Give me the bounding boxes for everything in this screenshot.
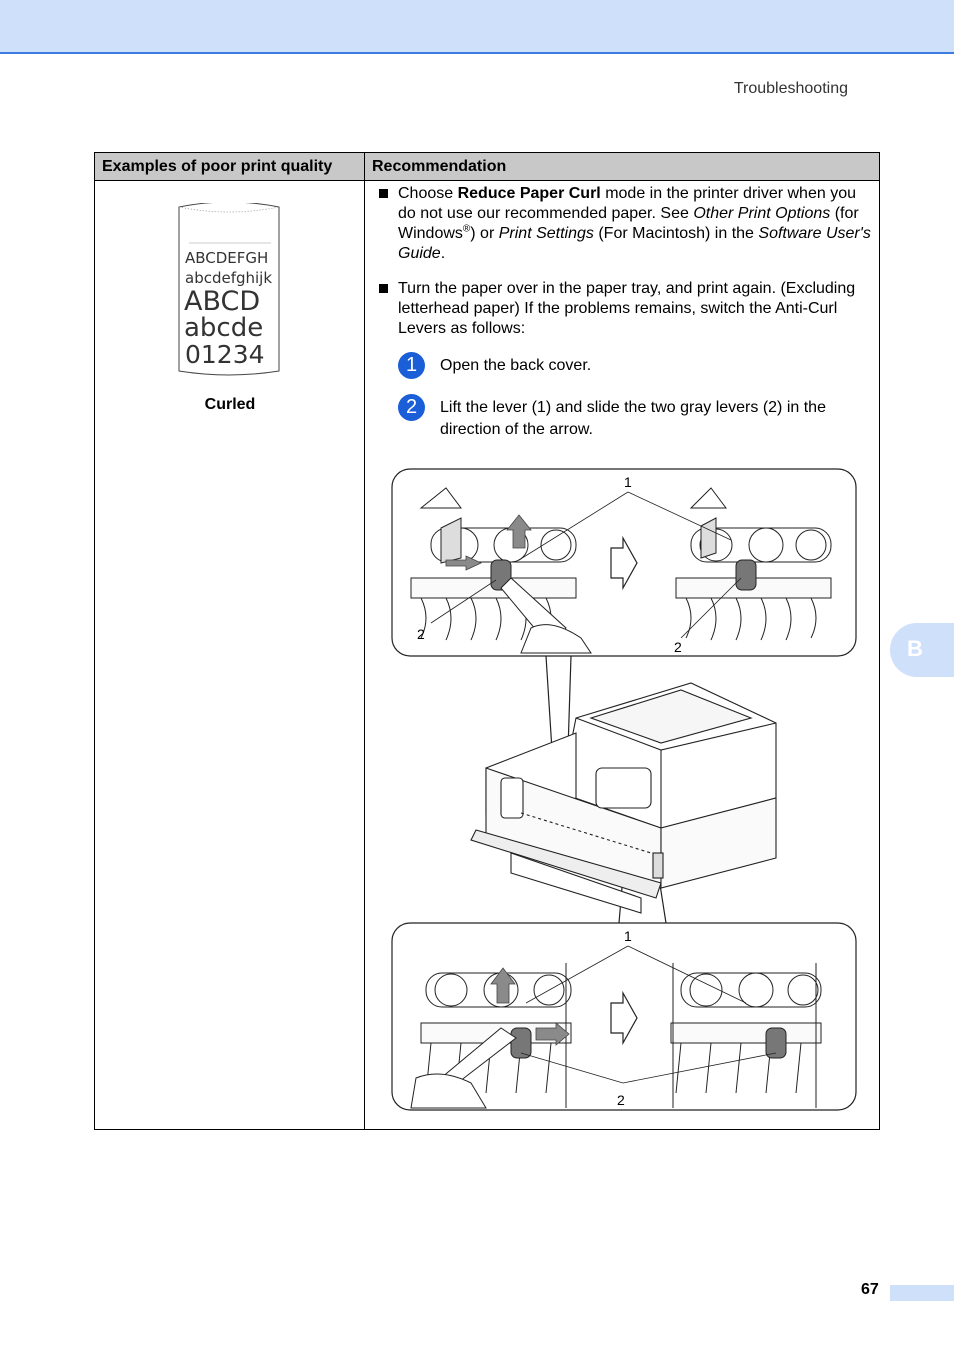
registered-mark: ® bbox=[462, 223, 471, 235]
bullet-text bbox=[398, 184, 873, 264]
column-header-recommendation: Recommendation bbox=[365, 153, 879, 181]
printer-rear-view bbox=[471, 683, 776, 913]
example-caption: Curled bbox=[204, 396, 256, 413]
recommendation-bullet-2 bbox=[379, 279, 873, 341]
sample-line-3: ABCD bbox=[184, 286, 261, 317]
setting-name: Reduce Paper Curl bbox=[457, 185, 601, 202]
sample-line-2: abcdefghijk bbox=[185, 269, 273, 287]
text-run: . bbox=[440, 245, 446, 262]
print-quality-table bbox=[94, 152, 880, 1130]
text-run: (For Macintosh) in the bbox=[593, 225, 759, 242]
anti-curl-lever-illustration bbox=[391, 468, 857, 1113]
text-run: ) or bbox=[470, 225, 499, 242]
column-header-examples: Examples of poor print quality bbox=[95, 153, 365, 181]
step-number-badge: 1 bbox=[398, 352, 425, 379]
column-divider bbox=[364, 181, 365, 1129]
guide-reference: Other Print Options bbox=[693, 205, 831, 222]
top-left-detail bbox=[411, 488, 591, 653]
top-right-detail bbox=[676, 488, 831, 640]
section-title: Troubleshooting bbox=[733, 80, 848, 97]
chapter-tab[interactable] bbox=[890, 623, 954, 677]
bullet-text: Turn the paper over in the paper tray, and print again. (Excluding letterhead paper) If the problems remains, switch the Anti-Curl Levers as follows: bbox=[398, 280, 856, 337]
bullet-square-icon bbox=[379, 284, 388, 293]
text-run: (for Windows bbox=[398, 205, 859, 242]
callout-2-top-right: 2 bbox=[674, 639, 682, 655]
step-text: Open the back cover. bbox=[440, 357, 592, 374]
callout-1-top: 1 bbox=[624, 474, 632, 490]
footer-band bbox=[890, 1285, 954, 1301]
callout-2-bottom: 2 bbox=[617, 1092, 625, 1108]
sample-line-5: 01234 bbox=[185, 340, 265, 369]
transition-arrow-icon bbox=[611, 538, 637, 588]
curled-paper-sample bbox=[175, 203, 283, 379]
header-band bbox=[0, 0, 954, 54]
step-1 bbox=[398, 352, 876, 382]
guide-title: Software User's Guide bbox=[398, 225, 871, 262]
guide-reference: Print Settings bbox=[498, 225, 594, 242]
callout-2-top-left: 2 bbox=[417, 626, 425, 642]
text-run: mode in the printer driver when you do not use our recommended paper. See bbox=[398, 185, 856, 222]
step-text: Lift the lever (1) and slide the two gray levers (2) in the direction of the arrow. bbox=[440, 399, 826, 438]
page-number: 67 bbox=[861, 1281, 879, 1298]
step-number-badge: 2 bbox=[398, 394, 425, 421]
sample-line-1: ABCDEFGH bbox=[185, 249, 269, 267]
text-run: Choose bbox=[398, 185, 458, 202]
chapter-tab-label: B bbox=[907, 636, 923, 661]
bottom-right-detail bbox=[671, 963, 821, 1108]
transition-arrow-icon bbox=[611, 993, 637, 1043]
sample-line-4: abcde bbox=[184, 313, 264, 343]
step-2 bbox=[398, 394, 876, 444]
bullet-square-icon bbox=[379, 189, 388, 198]
recommendation-bullet-1 bbox=[379, 184, 873, 270]
callout-1-bottom: 1 bbox=[624, 928, 632, 944]
